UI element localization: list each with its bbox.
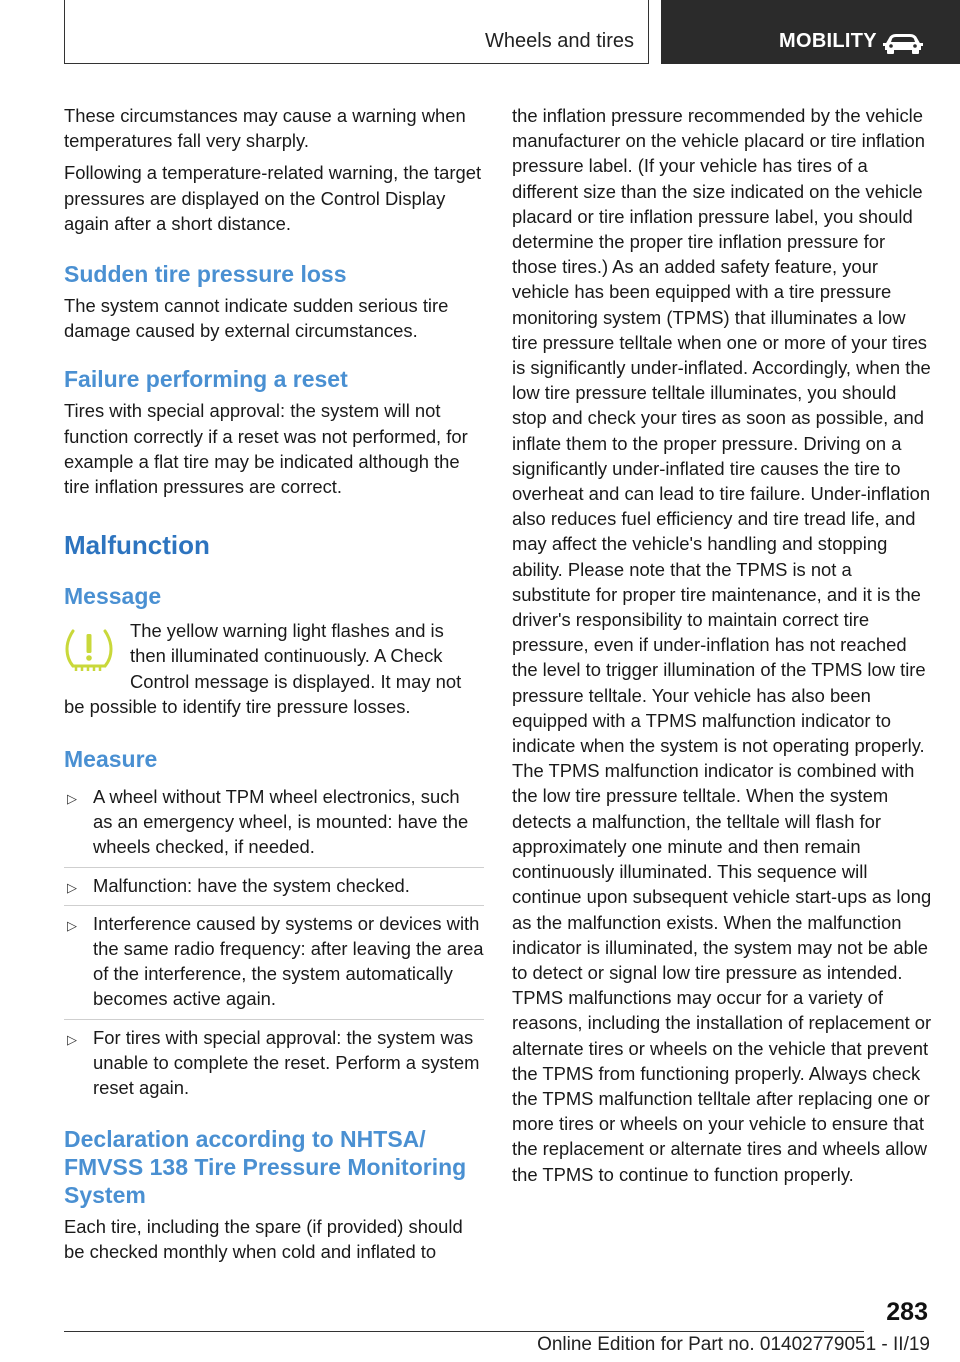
- measure-list: [64, 779, 484, 1107]
- list-item-text: Interference caused by systems or devices with the same radio frequency: after leaving the area of the interference, the system automatically becomes active again.: [93, 912, 484, 1010]
- header-chapter-title: MOBILITY: [779, 30, 877, 52]
- paragraph: The system cannot indicate sudden serious tire damage caused by external circumstances.: [64, 295, 449, 342]
- list-item: [64, 1019, 484, 1108]
- paragraph: Tires with special approval: the system will not function correctly if a reset was not performed, for example a flat tire may be indicated although the tire inflation pressures are correct.: [64, 400, 468, 498]
- list-item: [64, 867, 484, 905]
- right-column: [512, 103, 932, 1187]
- warning-message-block: [64, 618, 484, 694]
- triangle-bullet-icon: ▷: [67, 879, 77, 895]
- list-item-text: A wheel without TPM wheel electronics, such as an emergency wheel, is mounted: have the wheels checked, if needed.: [93, 786, 469, 858]
- left-column: [64, 103, 484, 1265]
- paragraph: Each tire, including the spare (if provided) should be checked monthly when cold and inflated to: [64, 1216, 463, 1263]
- heading-malfunction: Malfunction: [64, 530, 210, 561]
- page-number: 283: [886, 1298, 928, 1326]
- triangle-bullet-icon: ▷: [67, 791, 77, 807]
- triangle-bullet-icon: ▷: [67, 917, 77, 933]
- list-item-text: Malfunction: have the system checked.: [93, 874, 410, 896]
- footer-divider: [64, 1331, 864, 1332]
- list-item-text: For tires with special approval: the system was unable to complete the reset. Perform a system reset again.: [93, 1026, 480, 1099]
- footer-edition-text: Online Edition for Part no. 01402779051 - II/19: [537, 1334, 930, 1355]
- heading-sudden-tire-pressure-loss: Sudden tire pressure loss: [64, 261, 347, 288]
- paragraph: The yellow warning light flashes and is then illuminated continuously. A Check Control message is displayed. It may not: [130, 620, 462, 692]
- heading-failure-performing-reset: Failure performing a reset: [64, 366, 348, 393]
- paragraph: Following a temperature-related warning, the target pressures are displayed on the Control Display again after a short distance.: [64, 162, 482, 234]
- paragraph: the inflation pressure recommended by the vehicle manufacturer on the vehicle placard or tire inflation pressure label. (If your vehicle has tires of a different size than the size indicated on the vehicle placard or tire inflation pressure label, you should determine the proper tire inflation pressure for those tires.) As an added safety feature, your vehicle has been equipped with a tire pressure monitoring system (TPMS) that illuminates a low tire pressure telltale when one or more of your tires is significantly under-inflated. Accordingly, when the low tire pressure telltale illuminates, you should stop and check your tires as soon as possible, and inflate them to the proper pressure. Driving on a significantly under-inflated tire causes the tire to overheat and can lead to tire failure. Under-inflation also reduces fuel efficiency and tire tread life, and may affect the vehicle's handling and stopping ability. Please note that the TPMS is not a substitute for proper tire maintenance, and it is the driver's responsibility to maintain correct tire pressure, even if under-inflation has not reached the level to trigger illumination of the TPMS low tire pressure telltale. Your vehicle has also been equipped with a TPMS malfunction indicator to indicate when the system is not operating properly. The TPMS malfunction indicator is combined with the low tire pressure telltale. When the system detects a malfunction, the telltale will flash for approximately one minute and then remain continuously illuminated. This sequence will continue upon subsequent vehicle start-ups as long as the malfunction exists. When the malfunction indicator is illuminated, the system may not be able to detect or signal low tire pressure as intended. TPMS malfunctions may occur for a variety of reasons, including the installation of replacement or alternate tires or wheels on the vehicle that prevent the TPMS from functioning properly. Always check the TPMS malfunction telltale after replacing one or more tires or wheels on your vehicle to ensure that the replacement or alternate tires and wheels allow the TPMS to continue to function properly.: [512, 105, 932, 1185]
- paragraph: be possible to identify tire pressure losses.: [64, 695, 411, 717]
- triangle-bullet-icon: ▷: [67, 1031, 77, 1047]
- heading-measure: Measure: [64, 746, 158, 773]
- list-item: [64, 905, 484, 1019]
- car-icon: [881, 30, 925, 54]
- header-section-title: Wheels and tires: [485, 30, 634, 52]
- header-chapter-box: [661, 0, 960, 64]
- heading-message: Message: [64, 583, 162, 610]
- tire-pressure-warning-icon: [64, 626, 114, 672]
- header-section-box: [64, 0, 649, 64]
- paragraph: These circumstances may cause a warning when temperatures fall very sharply.: [64, 105, 466, 152]
- heading-declaration-nhtsa: Declaration according to NHTSA/ FMVSS 138 Tire Pressure Monitoring System: [64, 1126, 467, 1209]
- list-item: [64, 779, 484, 867]
